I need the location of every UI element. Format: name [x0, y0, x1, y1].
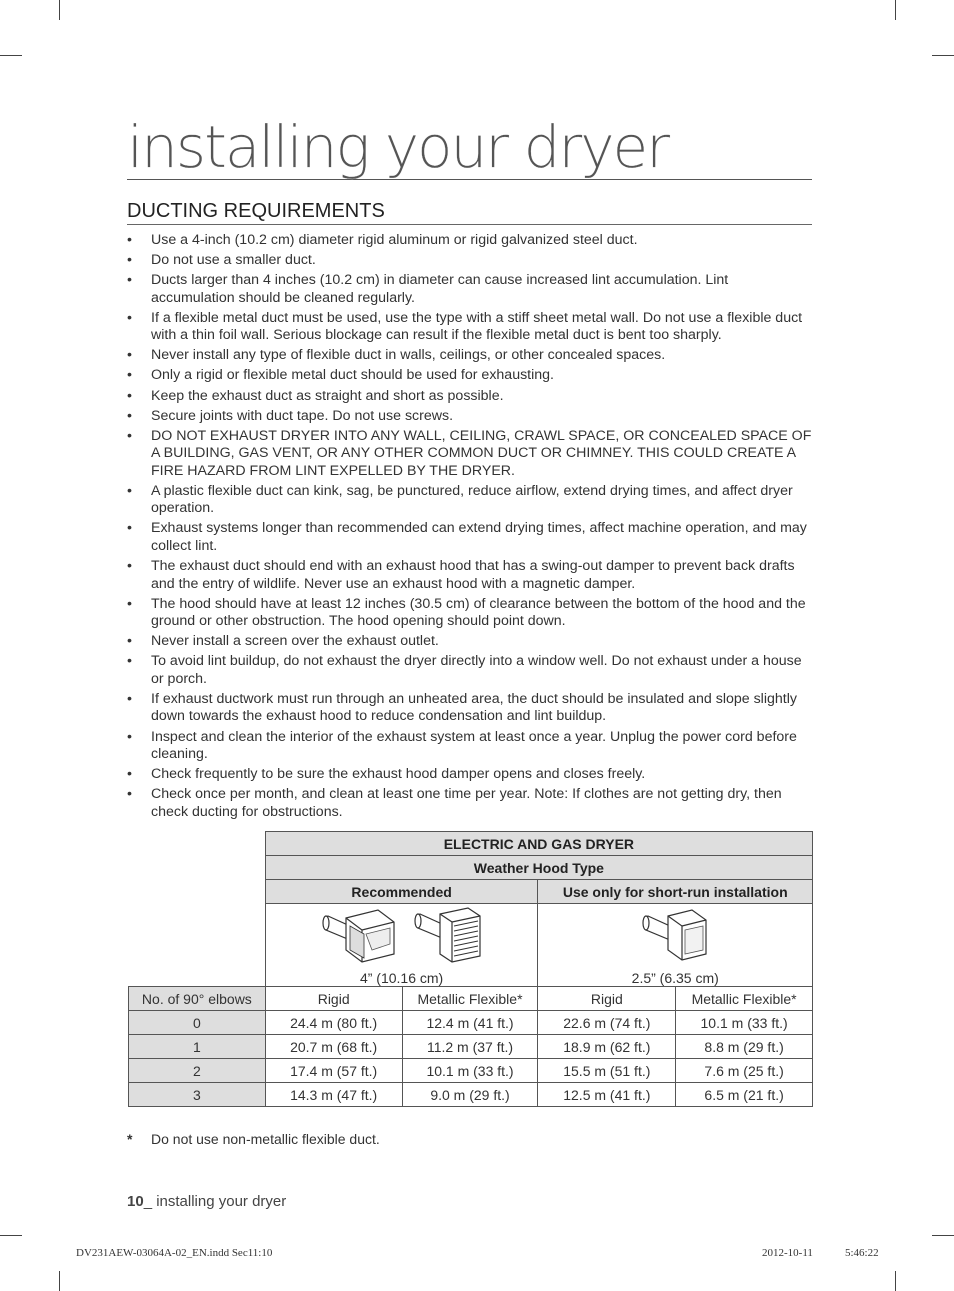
list-item: • To avoid lint buildup, do not exhaust the dryer directly into a window well. Do not exhaust under a house or porch. [127, 653, 815, 688]
crop-mark [59, 0, 60, 20]
table-cell: 20.7 m (68 ft.) [265, 1035, 402, 1059]
slug-file: DV231AEW-03064A-02_EN.indd Sec11:10 [76, 1247, 273, 1259]
table-cell: 9.0 m (29 ft.) [402, 1083, 538, 1107]
subcol-metallic-flexible: Metallic Flexible* [402, 987, 538, 1011]
table-cell: 11.2 m (37 ft.) [402, 1035, 538, 1059]
requirements-list [127, 232, 815, 824]
table-row [129, 1011, 813, 1035]
table-corner [129, 832, 266, 987]
list-item: • The hood should have at least 12 inches (30.5 cm) of clearance between the bottom of the hood and the ground or other obstruction. The hood opening should point down. [127, 596, 815, 631]
table-cell: 7.6 m (25 ft.) [676, 1059, 813, 1083]
short-hood-icon [640, 904, 710, 966]
elbow-count: 3 [129, 1083, 266, 1107]
crop-mark [932, 55, 954, 56]
section-title: DUCTING REQUIREMENTS [127, 200, 812, 225]
subcol-metallic-flexible: Metallic Flexible* [676, 987, 813, 1011]
list-item: • Use a 4-inch (10.2 cm) diameter rigid aluminum or rigid galvanized steel duct. [127, 232, 815, 250]
list-item: • Never install any type of flexible duct in walls, ceilings, or other concealed spaces. [127, 347, 815, 365]
duct-length-table [128, 831, 813, 1107]
list-item: • Inspect and clean the interior of the exhaust system at least once a year. Unplug the power cord before cleaning. [127, 729, 815, 764]
table-header-recommended: Recommended [265, 880, 538, 904]
short-run-hood-cell [538, 904, 813, 987]
table-header-short-run: Use only for short-run installation [538, 880, 813, 904]
list-item: • Ducts larger than 4 inches (10.2 cm) in diameter can cause increased lint accumulation. Lint accumulation should be cleaned regularly. [127, 272, 815, 307]
recommended-size-label: 4” (10.16 cm) [359, 970, 444, 986]
table-cell: 22.6 m (74 ft.) [538, 1011, 676, 1035]
table-row [129, 1083, 813, 1107]
table-cell: 10.1 m (33 ft.) [402, 1059, 538, 1083]
crop-mark [0, 1235, 22, 1236]
crop-mark [932, 1235, 954, 1236]
recommended-hoods-cell [265, 904, 538, 987]
crop-mark [895, 1271, 896, 1291]
list-item: • Do not use a smaller duct. [127, 252, 815, 270]
list-item: • DO NOT EXHAUST DRYER INTO ANY WALL, CEILING, CRAWL SPACE, OR CONCEALED SPACE OF A BUILDING, GAS VENT, OR ANY OTHER COMMON DUCT OR CHIMNEY. THIS COULD CREATE A FIRE HAZARD FROM LINT EXPELLED BY THE DRYER. [127, 428, 815, 481]
table-cell: 6.5 m (21 ft.) [676, 1083, 813, 1107]
crop-mark [0, 55, 22, 56]
elbow-count: 0 [129, 1011, 266, 1035]
list-item: • Exhaust systems longer than recommended can extend drying times, affect machine operation, and may collect lint. [127, 520, 815, 555]
slug-time: 5:46:22 [845, 1247, 879, 1259]
list-item: • If exhaust ductwork must run through an unheated area, the duct should be insulated and slope slightly down towards the exhaust hood to reduce condensation and lint buildup. [127, 691, 815, 726]
footer-label: _ installing your dryer [143, 1193, 287, 1210]
row-header-elbows: No. of 90° elbows [129, 987, 266, 1011]
table-cell: 17.4 m (57 ft.) [265, 1059, 402, 1083]
list-item: • Only a rigid or flexible metal duct should be used for exhausting. [127, 367, 815, 385]
table-row [129, 1035, 813, 1059]
list-item: • Check frequently to be sure the exhaust hood damper opens and closes freely. [127, 766, 815, 784]
footnote-text: Do not use non-metallic flexible duct. [151, 1131, 380, 1147]
list-item: • Secure joints with duct tape. Do not use screws. [127, 408, 815, 426]
table-cell: 18.9 m (62 ft.) [538, 1035, 676, 1059]
table-header-hood-type: Weather Hood Type [265, 856, 812, 880]
crop-mark [59, 1271, 60, 1291]
page-number: 10 [127, 1193, 144, 1210]
hood-with-damper-icon [320, 904, 398, 966]
elbow-count: 1 [129, 1035, 266, 1059]
footnote-mark: * [127, 1131, 133, 1147]
table-cell: 12.4 m (41 ft.) [402, 1011, 538, 1035]
table-cell: 15.5 m (51 ft.) [538, 1059, 676, 1083]
list-item: • Keep the exhaust duct as straight and short as possible. [127, 388, 815, 406]
subcol-rigid: Rigid [538, 987, 676, 1011]
louvered-hood-icon [412, 904, 484, 966]
footnote [127, 1131, 380, 1147]
crop-mark [895, 0, 896, 20]
table-cell: 12.5 m (41 ft.) [538, 1083, 676, 1107]
list-item: • Never install a screen over the exhaust outlet. [127, 633, 815, 651]
page-footer [127, 1193, 286, 1210]
slug-date: 2012-10-11 [762, 1247, 813, 1259]
elbow-count: 2 [129, 1059, 266, 1083]
list-item: • A plastic flexible duct can kink, sag, be punctured, reduce airflow, extend drying times, and affect dryer operation. [127, 483, 815, 518]
page-title: installing your dryer [127, 118, 812, 180]
table-cell: 24.4 m (80 ft.) [265, 1011, 402, 1035]
list-item: • Check once per month, and clean at least one time per year. Note: If clothes are not getting dry, then check ducting for obstructions. [127, 786, 815, 821]
table-cell: 8.8 m (29 ft.) [676, 1035, 813, 1059]
list-item: • If a flexible metal duct must be used, use the type with a stiff sheet metal wall. Do not use a flexible duct with a thin foil wall. Serious blockage can result if the flexible metal duct is bent too sharply. [127, 310, 815, 345]
table-header-dryer: ELECTRIC AND GAS DRYER [265, 832, 812, 856]
subcol-rigid: Rigid [265, 987, 402, 1011]
table-row [129, 1059, 813, 1083]
list-item: • The exhaust duct should end with an exhaust hood that has a swing-out damper to prevent back drafts and the entry of wildlife. Never use an exhaust hood with a magnetic damper. [127, 558, 815, 593]
table-cell: 14.3 m (47 ft.) [265, 1083, 402, 1107]
short-run-size-label: 2.5” (6.35 cm) [631, 970, 719, 986]
table-cell: 10.1 m (33 ft.) [676, 1011, 813, 1035]
